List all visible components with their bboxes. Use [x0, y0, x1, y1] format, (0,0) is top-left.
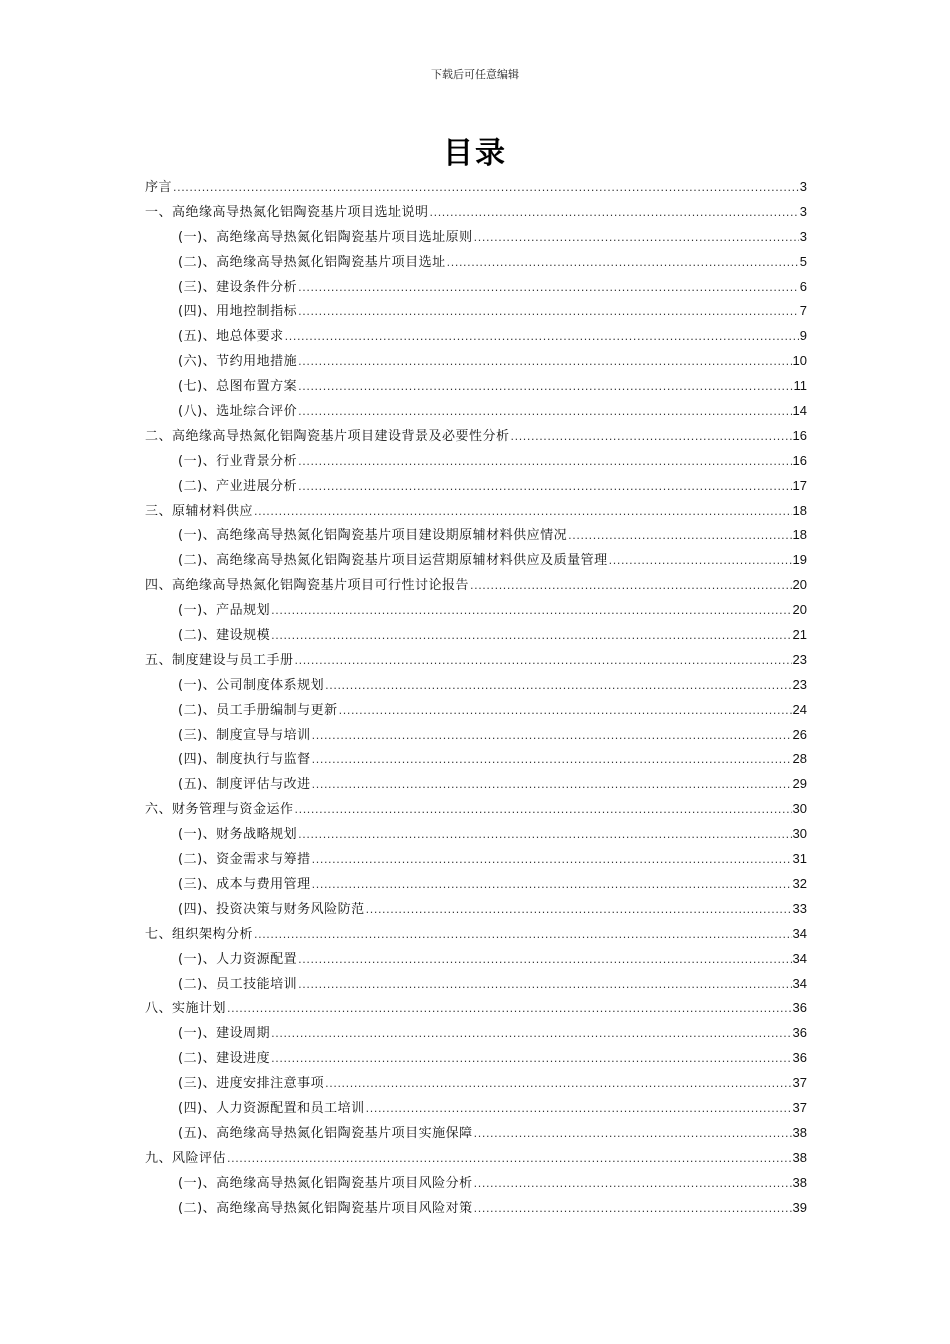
toc-dot-leader: [511, 425, 792, 450]
toc-dot-leader: [285, 325, 799, 350]
toc-subentry[interactable]: [145, 225, 807, 250]
toc-page-number: 36: [792, 1050, 807, 1066]
toc-dot-leader: [173, 176, 799, 201]
toc-subentry[interactable]: [145, 1171, 807, 1196]
toc-entry-label: (四)、人力资源配置和员工培训: [178, 1100, 365, 1116]
toc-dot-leader: [298, 300, 799, 325]
toc-subentry[interactable]: [145, 847, 807, 872]
toc-subentry[interactable]: [145, 897, 807, 922]
toc-page-number: 37: [792, 1075, 807, 1091]
toc-page-number: 30: [792, 801, 807, 817]
toc-dot-leader: [474, 1122, 792, 1147]
toc-page-number: 19: [792, 552, 807, 568]
toc-entry-label: (四)、用地控制指标: [178, 304, 298, 320]
toc-page-number: 20: [792, 602, 807, 618]
toc-page-number: 34: [792, 925, 807, 941]
toc-page-number: 33: [792, 900, 807, 916]
toc-dot-leader: [325, 674, 791, 699]
toc-dot-leader: [295, 649, 792, 674]
toc-entry-label: (三)、成本与费用管理: [178, 876, 311, 892]
toc-entry-label: (三)、进度安排注意事项: [178, 1076, 325, 1092]
toc-dot-leader: [568, 524, 791, 549]
toc-page-number: 39: [792, 1199, 807, 1215]
toc-page-number: 26: [792, 726, 807, 742]
toc-dot-leader: [609, 549, 792, 574]
toc-entry-label: 四、高绝缘高导热氮化铝陶瓷基片项目可行性讨论报告: [145, 578, 470, 594]
toc-subentry[interactable]: [145, 449, 807, 474]
toc-page-number: 31: [792, 851, 807, 867]
toc-page-number: 17: [792, 477, 807, 493]
toc-entry-label: (一)、人力资源配置: [178, 951, 298, 967]
toc-entry-label: 三、原辅材料供应: [145, 503, 254, 519]
toc-entry-label: (七)、总图布置方案: [178, 379, 298, 395]
toc-entry-label: (二)、资金需求与筹措: [178, 852, 311, 868]
toc-subentry[interactable]: [145, 747, 807, 772]
toc-page-number: 18: [792, 502, 807, 518]
toc-page-number: 11: [793, 378, 807, 394]
toc-subentry[interactable]: [145, 1121, 807, 1146]
toc-subentry[interactable]: [145, 673, 807, 698]
toc-dot-leader: [298, 276, 799, 301]
toc-dot-leader: [312, 724, 792, 749]
toc-subentry[interactable]: [145, 324, 807, 349]
toc-page-number: 16: [792, 427, 807, 443]
toc-dot-leader: [271, 1047, 791, 1072]
toc-page-number: 3: [799, 228, 807, 244]
toc-subentry[interactable]: [145, 822, 807, 847]
toc-entry[interactable]: [145, 424, 807, 449]
toc-subentry[interactable]: [145, 548, 807, 573]
table-of-contents: [145, 175, 807, 1220]
toc-entry-label: (二)、建设规模: [178, 628, 271, 644]
toc-page-number: 18: [792, 527, 807, 543]
toc-dot-leader: [298, 350, 791, 375]
toc-page-number: 6: [799, 278, 807, 294]
toc-subentry[interactable]: [145, 250, 807, 275]
toc-dot-leader: [227, 1147, 792, 1172]
toc-dot-leader: [298, 375, 792, 400]
toc-page-number: 38: [792, 1124, 807, 1140]
toc-page-number: 34: [792, 950, 807, 966]
header-note: 下载后可任意编辑: [431, 68, 519, 81]
toc-dot-leader: [298, 973, 791, 998]
toc-entry-label: (三)、制度宣导与培训: [178, 727, 311, 743]
toc-dot-leader: [474, 1172, 792, 1197]
toc-entry[interactable]: [145, 1146, 807, 1171]
toc-page-number: 23: [792, 651, 807, 667]
toc-dot-leader: [298, 475, 791, 500]
toc-page-number: 37: [792, 1099, 807, 1115]
toc-dot-leader: [254, 923, 792, 948]
toc-entry-label: (一)、财务战略规划: [178, 827, 298, 843]
toc-page-number: 9: [799, 328, 807, 344]
toc-page-number: 28: [792, 751, 807, 767]
toc-subentry[interactable]: [145, 1096, 807, 1121]
toc-page-number: 24: [792, 701, 807, 717]
toc-entry[interactable]: [145, 648, 807, 673]
toc-subentry[interactable]: [145, 872, 807, 897]
toc-subentry[interactable]: [145, 1196, 807, 1221]
toc-entry[interactable]: [145, 573, 807, 598]
toc-entry-label: (五)、地总体要求: [178, 329, 284, 345]
toc-subentry[interactable]: [145, 598, 807, 623]
toc-dot-leader: [312, 773, 792, 798]
toc-dot-leader: [325, 1072, 791, 1097]
toc-entry[interactable]: [145, 996, 807, 1021]
toc-subentry[interactable]: [145, 1071, 807, 1096]
toc-entry[interactable]: [145, 922, 807, 947]
toc-dot-leader: [298, 823, 791, 848]
toc-entry-label: (一)、高绝缘高导热氮化铝陶瓷基片项目选址原则: [178, 229, 473, 245]
toc-entry-label: (一)、公司制度体系规划: [178, 677, 325, 693]
toc-page-number: 38: [792, 1149, 807, 1165]
toc-subentry[interactable]: [145, 399, 807, 424]
toc-dot-leader: [447, 251, 799, 276]
toc-dot-leader: [271, 1022, 791, 1047]
toc-page-number: 23: [792, 676, 807, 692]
toc-dot-leader: [366, 898, 792, 923]
toc-entry-label: (一)、高绝缘高导热氮化铝陶瓷基片项目风险分析: [178, 1175, 473, 1191]
toc-dot-leader: [298, 450, 791, 475]
toc-subentry[interactable]: [145, 1021, 807, 1046]
toc-entry-label: (一)、行业背景分析: [178, 453, 298, 469]
toc-dot-leader: [312, 848, 792, 873]
toc-entry-label: (八)、选址综合评价: [178, 404, 298, 420]
toc-dot-leader: [339, 699, 792, 724]
toc-entry-label: (六)、节约用地措施: [178, 354, 298, 370]
toc-page-number: 38: [792, 1174, 807, 1190]
toc-entry-label: (二)、产业进展分析: [178, 478, 298, 494]
toc-subentry[interactable]: [145, 972, 807, 997]
toc-entry-label: 序言: [145, 180, 173, 195]
toc-entry-label: (四)、投资决策与财务风险防范: [178, 901, 365, 917]
toc-page-number: 3: [799, 203, 807, 219]
toc-entry[interactable]: [145, 797, 807, 822]
toc-dot-leader: [254, 500, 792, 525]
toc-page-number: 34: [792, 975, 807, 991]
toc-subentry[interactable]: [145, 299, 807, 324]
toc-subentry[interactable]: [145, 947, 807, 972]
page-title: 目录: [443, 136, 507, 171]
toc-entry-label: (一)、产品规划: [178, 603, 271, 619]
toc-subentry[interactable]: [145, 698, 807, 723]
toc-entry-label: (五)、制度评估与改进: [178, 777, 311, 793]
toc-dot-leader: [474, 226, 799, 251]
toc-subentry[interactable]: [145, 349, 807, 374]
toc-entry-label: (四)、制度执行与监督: [178, 752, 311, 768]
toc-page-number: 5: [799, 253, 807, 269]
toc-entry-label: (二)、高绝缘高导热氮化铝陶瓷基片项目选址: [178, 254, 446, 270]
toc-entry-label: 一、高绝缘高导热氮化铝陶瓷基片项目选址说明: [145, 204, 429, 220]
toc-subentry[interactable]: [145, 772, 807, 797]
toc-entry-label: (二)、高绝缘高导热氮化铝陶瓷基片项目风险对策: [178, 1200, 473, 1216]
toc-entry-label: (二)、员工手册编制与更新: [178, 702, 338, 718]
toc-entry[interactable]: [145, 175, 807, 200]
toc-page-number: 3: [799, 179, 807, 194]
toc-page-number: 30: [792, 826, 807, 842]
toc-entry-label: 九、风险评估: [145, 1150, 227, 1166]
toc-entry-label: 七、组织架构分析: [145, 926, 254, 942]
toc-subentry[interactable]: [145, 374, 807, 399]
toc-entry[interactable]: [145, 499, 807, 524]
toc-subentry[interactable]: [145, 723, 807, 748]
toc-entry-label: 五、制度建设与员工手册: [145, 652, 294, 668]
toc-dot-leader: [271, 599, 791, 624]
toc-dot-leader: [312, 748, 792, 773]
toc-entry-label: 六、财务管理与资金运作: [145, 802, 294, 818]
toc-page-number: 36: [792, 1000, 807, 1016]
toc-dot-leader: [227, 997, 792, 1022]
toc-page-number: 36: [792, 1025, 807, 1041]
toc-subentry[interactable]: [145, 275, 807, 300]
toc-page-number: 10: [792, 353, 807, 369]
toc-page-number: 29: [792, 776, 807, 792]
toc-subentry[interactable]: [145, 1046, 807, 1071]
toc-page-number: 7: [799, 303, 807, 319]
toc-entry-label: 八、实施计划: [145, 1001, 227, 1017]
toc-entry-label: (三)、建设条件分析: [178, 279, 298, 295]
toc-page-number: 14: [792, 403, 807, 419]
toc-dot-leader: [470, 574, 792, 599]
toc-page-number: 21: [792, 627, 807, 643]
toc-entry-label: 二、高绝缘高导热氮化铝陶瓷基片项目建设背景及必要性分析: [145, 428, 510, 444]
toc-dot-leader: [474, 1197, 792, 1222]
toc-dot-leader: [430, 201, 799, 226]
toc-dot-leader: [295, 798, 792, 823]
toc-page-number: 32: [792, 875, 807, 891]
toc-entry-label: (二)、建设进度: [178, 1051, 271, 1067]
toc-page-number: 16: [792, 452, 807, 468]
toc-entry[interactable]: [145, 200, 807, 225]
toc-dot-leader: [298, 400, 791, 425]
toc-entry-label: (一)、建设周期: [178, 1026, 271, 1042]
toc-subentry[interactable]: [145, 523, 807, 548]
toc-dot-leader: [366, 1097, 792, 1122]
toc-page-number: 20: [792, 577, 807, 593]
toc-subentry[interactable]: [145, 474, 807, 499]
toc-dot-leader: [312, 873, 792, 898]
toc-entry-label: (一)、高绝缘高导热氮化铝陶瓷基片项目建设期原辅材料供应情况: [178, 528, 568, 544]
toc-entry-label: (五)、高绝缘高导热氮化铝陶瓷基片项目实施保障: [178, 1125, 473, 1141]
toc-subentry[interactable]: [145, 623, 807, 648]
toc-dot-leader: [298, 948, 791, 973]
toc-entry-label: (二)、高绝缘高导热氮化铝陶瓷基片项目运营期原辅材料供应及质量管理: [178, 553, 608, 569]
toc-dot-leader: [271, 624, 791, 649]
toc-entry-label: (二)、员工技能培训: [178, 976, 298, 992]
